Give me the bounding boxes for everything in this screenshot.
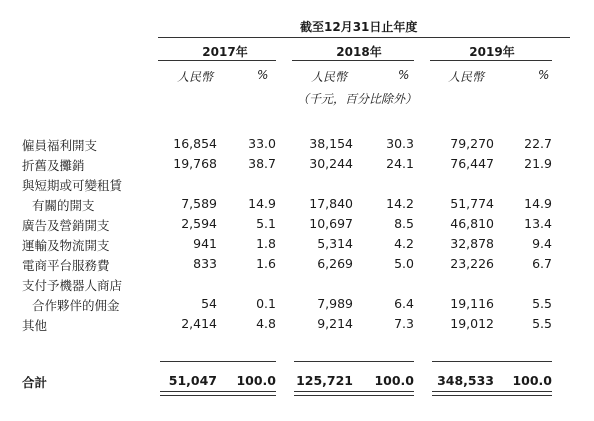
row-percent-2017: 38.7 (248, 156, 276, 171)
row-value-2017: 2,594 (181, 216, 217, 231)
row-label: 運輸及物流開支 (22, 238, 110, 253)
total-label: 合計 (22, 375, 48, 390)
total-double-rule-2019 (432, 391, 552, 396)
row-value-2017: 833 (193, 256, 217, 271)
row-percent-2019: 22.7 (524, 136, 552, 151)
total-2019-percent: 100.0 (512, 373, 552, 388)
period-caption: 截至12月31日止年度 (300, 20, 418, 34)
row-percent-2019: 6.7 (532, 256, 552, 271)
row-percent-2018: 8.5 (394, 216, 414, 231)
row-label: 有關的開支 (32, 198, 95, 213)
total-2017-value: 51,047 (168, 373, 217, 388)
row-percent-2017: 5.1 (256, 216, 276, 231)
row-value-2019: 32,878 (450, 236, 494, 251)
row-label: 合作夥伴的佣金 (32, 298, 120, 313)
year-2018: 2018年 (336, 45, 382, 59)
currency-label-2018: 人民幣 (311, 70, 348, 84)
row-value-2017: 16,854 (173, 136, 217, 151)
unit-note: （千元，百分比除外） (297, 92, 418, 106)
year-2018-rule (292, 60, 414, 61)
row-value-2017: 941 (193, 236, 217, 251)
row-value-2019: 23,226 (450, 256, 494, 271)
percent-label-2017: % (257, 68, 269, 82)
total-rule-2018 (294, 361, 414, 362)
total-rule-2017 (160, 361, 276, 362)
row-percent-2018: 30.3 (386, 136, 414, 151)
row-value-2018: 9,214 (317, 316, 353, 331)
row-label: 電商平台服務費 (22, 258, 110, 273)
row-percent-2017: 1.8 (256, 236, 276, 251)
total-2019-value: 348,533 (437, 373, 494, 388)
row-label: 與短期或可變租賃 (22, 178, 123, 193)
row-value-2017: 19,768 (173, 156, 217, 171)
row-value-2019: 76,447 (450, 156, 494, 171)
row-percent-2018: 6.4 (394, 296, 414, 311)
total-2018-value: 125,721 (296, 373, 353, 388)
row-value-2018: 6,269 (317, 256, 353, 271)
row-percent-2017: 0.1 (256, 296, 276, 311)
total-double-rule-2018 (294, 391, 414, 396)
year-2017: 2017年 (202, 45, 248, 59)
row-value-2018: 38,154 (309, 136, 353, 151)
row-value-2018: 30,244 (309, 156, 353, 171)
percent-label-2019: % (538, 68, 550, 82)
row-value-2019: 79,270 (450, 136, 494, 151)
row-label: 其他 (22, 318, 48, 333)
year-2019-rule (430, 60, 552, 61)
row-value-2017: 2,414 (181, 316, 217, 331)
row-label: 廣告及營銷開支 (22, 218, 110, 233)
row-label: 折舊及攤銷 (22, 158, 85, 173)
row-value-2017: 7,589 (181, 196, 217, 211)
row-percent-2017: 4.8 (256, 316, 276, 331)
row-percent-2019: 21.9 (524, 156, 552, 171)
row-percent-2018: 7.3 (394, 316, 414, 331)
year-2019: 2019年 (469, 45, 515, 59)
row-value-2018: 10,697 (309, 216, 353, 231)
row-label: 僱員福利開支 (22, 138, 98, 153)
row-value-2017: 54 (201, 296, 217, 311)
row-percent-2019: 5.5 (532, 316, 552, 331)
currency-label-2017: 人民幣 (177, 70, 214, 84)
row-percent-2017: 14.9 (248, 196, 276, 211)
percent-label-2018: % (398, 68, 410, 82)
row-value-2019: 19,116 (450, 296, 494, 311)
row-value-2018: 7,989 (317, 296, 353, 311)
total-rule-2019 (432, 361, 552, 362)
header-rule-top (158, 37, 570, 38)
row-percent-2019: 9.4 (532, 236, 552, 251)
row-value-2019: 19,012 (450, 316, 494, 331)
row-percent-2019: 13.4 (524, 216, 552, 231)
row-percent-2018: 24.1 (386, 156, 414, 171)
total-double-rule-2017 (160, 391, 276, 396)
row-value-2018: 5,314 (317, 236, 353, 251)
row-percent-2019: 5.5 (532, 296, 552, 311)
row-percent-2019: 14.9 (524, 196, 552, 211)
row-value-2019: 46,810 (450, 216, 494, 231)
row-value-2019: 51,774 (450, 196, 494, 211)
year-2017-rule (158, 60, 276, 61)
row-percent-2018: 4.2 (394, 236, 414, 251)
row-label: 支付予機器人商店 (22, 278, 123, 293)
row-value-2018: 17,840 (309, 196, 353, 211)
row-percent-2018: 14.2 (386, 196, 414, 211)
total-2017-percent: 100.0 (236, 373, 276, 388)
row-percent-2018: 5.0 (394, 256, 414, 271)
row-percent-2017: 33.0 (248, 136, 276, 151)
total-2018-percent: 100.0 (374, 373, 414, 388)
currency-label-2019: 人民幣 (448, 70, 485, 84)
row-percent-2017: 1.6 (256, 256, 276, 271)
